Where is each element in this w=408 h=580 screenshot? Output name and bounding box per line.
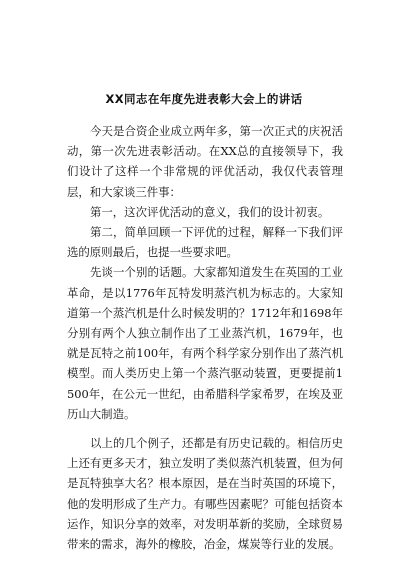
- paragraph-history-examples: 以上的几个例子，还都是有历史记载的。相信历史上还有更多天才，独立发明了类似蒸汽机装置，但为何是瓦特独享大名？根本原因，是在当时英国的环境下，他的发明形成了生产力。有哪些因素呢？可能包括资本运作，知识分享的效率，对发明革新的奖励，全球贸易带来的需求，海外的橡胶，冶金，煤炭等行业的发展。: [67, 436, 343, 552]
- paragraph-steam-engine: 先谈一个别的话题。大家都知道发生在英国的工业革命，是以1776年瓦特发明蒸汽机为标志的。大家知道第一个蒸汽机是什么时候发明的？1712年和1698年分别有两个人独立制作出了工业蒸汽机，1679年，也就是瓦特之前100年，有两个科学家分别作出了蒸汽机模型。而人类历史上第一个蒸汽驱动装置，更要提前1500年，在公元一世纪，由希腊科学家希罗，在埃及亚历山大制造。: [67, 265, 343, 421]
- paragraph-point-one: 第一，这次评优活动的意义，我们的设计初衷。: [90, 204, 330, 219]
- document-body: [67, 121, 343, 554]
- paragraph-point-two: 第二，简单回顾一下评优的过程，解释一下我们评选的原则最后，也提一些要求吧。: [67, 225, 343, 260]
- document-title: XX同志在年度先进表彰大会上的讲话: [105, 92, 303, 106]
- paragraph-intro: 今天是合资企业成立两年多，第一次正式的庆祝活动，第一次先进表彰活动。在XX总的直接领导下，我们设计了这样一个非常规的评优活动，我仅代表管理层，和大家谈三件事：: [67, 124, 343, 199]
